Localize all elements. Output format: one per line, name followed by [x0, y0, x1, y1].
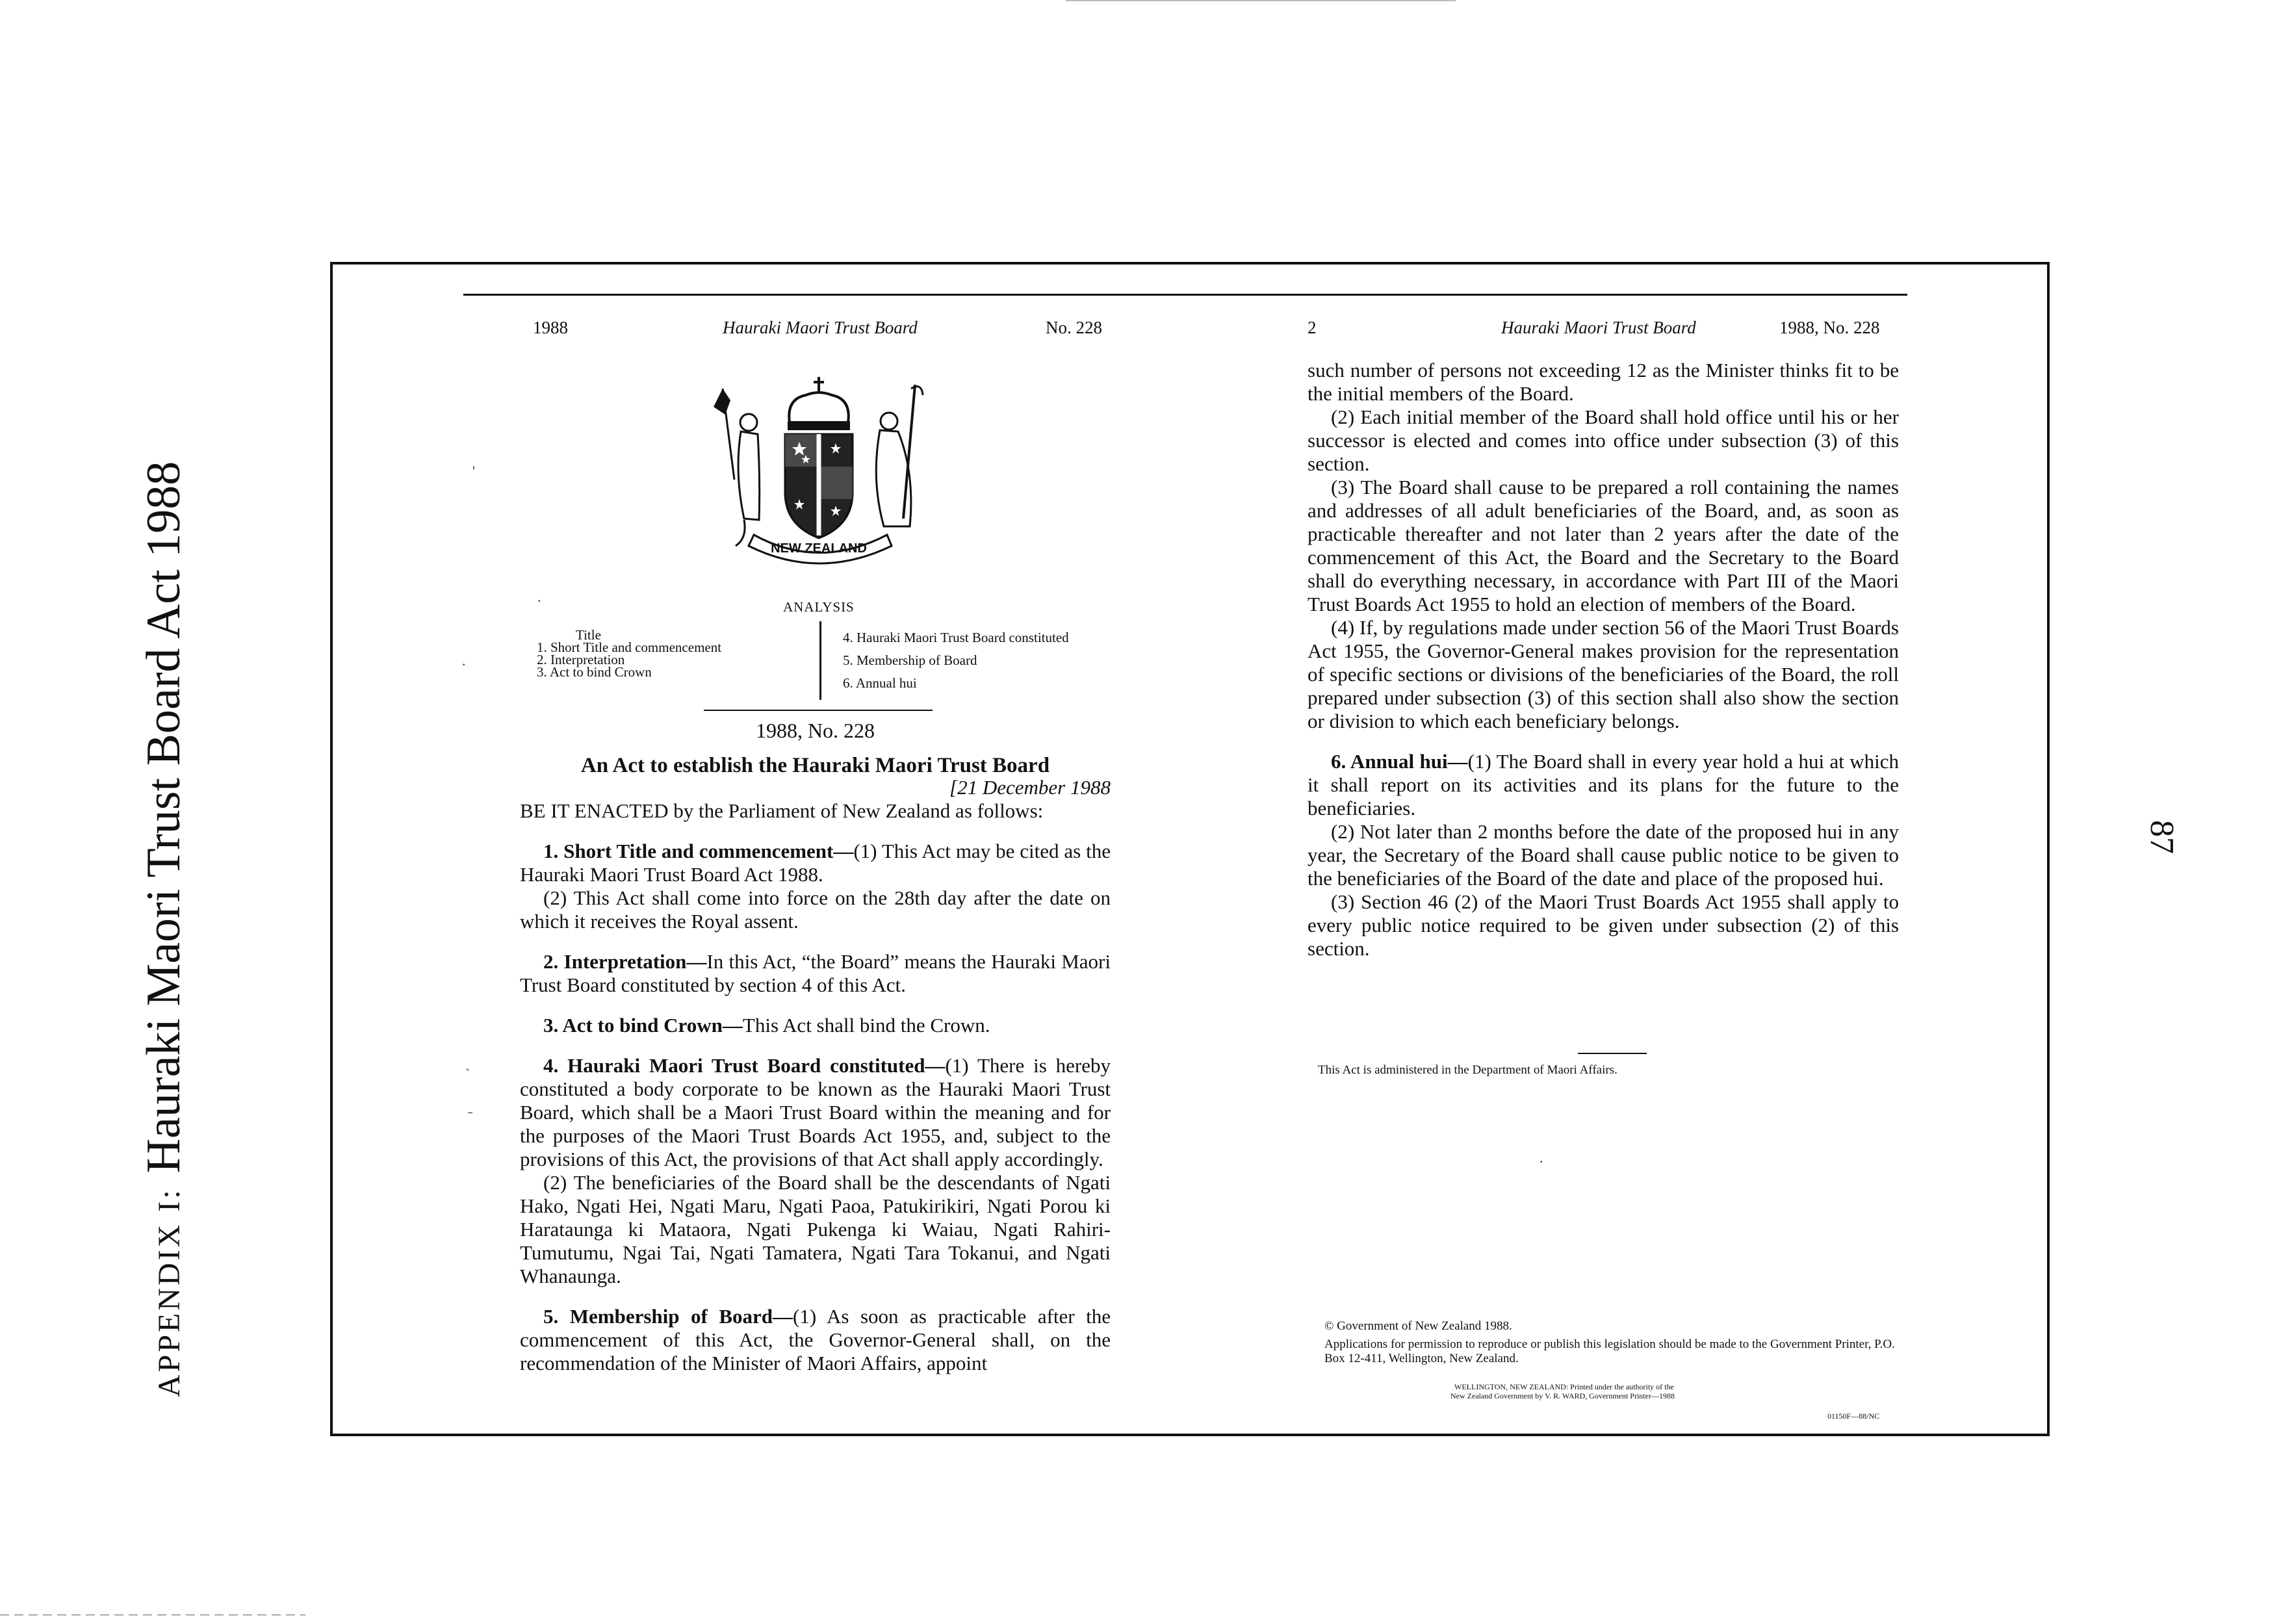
section-2 [520, 950, 1111, 997]
scan-line-top [1066, 0, 1456, 1]
analysis-item: 5. Membership of Board [843, 652, 977, 668]
right-header-number: 1988, No. 228 [1779, 318, 1880, 337]
section-5-3: (3) The Board shall cause to be prepared a roll containing the names and addresses of all adult beneficiaries of the Board, and, as soon as practicable thereafter and not later than 2 years after the date of the commencement of this Act, the Board and the Secretary to the Board shall do everything necessary, in accordance with Part III of the Maori Trust Boards Act 1955 to hold an election of members of the Board. [1308, 476, 1899, 615]
enacting-clause: BE IT ENACTED by the Parliament of New Zealand as follows: [520, 799, 1044, 822]
scan-mark: · [1539, 1154, 1544, 1170]
section-5-2: (2) Each initial member of the Board shall hold office until his or her successor is elected and comes into office under subsection (3) of this section. [1308, 406, 1899, 475]
top-rule [463, 294, 1907, 296]
section-3 [520, 1014, 1111, 1037]
analysis-item: 1. Short Title and commencement [537, 639, 722, 655]
coat-of-arms-icon [708, 376, 929, 567]
side-title [137, 461, 190, 1397]
left-header-title: Hauraki Maori Trust Board [723, 318, 918, 337]
section-1 [520, 840, 1111, 886]
scan-mark: ˋ [465, 1066, 470, 1082]
section-5-text: (1) As soon as practicable after the commencement of this Act, the Governor-General shall, on the recommendation of the Minister of Maori Affairs, appoint [520, 1305, 1111, 1374]
right-header-page: 2 [1308, 318, 1317, 337]
administered-note: This Act is administered in the Department of Maori Affairs. [1318, 1063, 1617, 1077]
section-5 [520, 1305, 1111, 1375]
right-column [1308, 359, 1899, 960]
section-6-heading: 6. Annual hui— [1331, 750, 1468, 773]
scan-mark: ' [472, 463, 475, 479]
section-5-4: (4) If, by regulations made under section 56 of the Maori Trust Boards Act 1955, the Governor-General makes provision for the representation of specific sections or divisions of the beneficiaries of the Board, the roll prepared under subsection (3) of this section shall also show the section or division to which each beneficiary belongs. [1308, 616, 1899, 732]
appendix-label: APPENDIX I: [152, 1187, 187, 1397]
section-4-text: (1) There is hereby constituted a body corporate to be known as the Hauraki Maori Trust Board, which shall be a Maori Trust Board within the meaning and for the purposes of the Maori Trust Boards Act 1955, and, subject to the provisions of this Act, the provisions of that Act shall apply accordingly. [520, 1054, 1111, 1170]
analysis-right-list [843, 626, 1069, 695]
section-6 [1308, 750, 1899, 820]
section-5-heading: 5. Membership of Board— [543, 1305, 793, 1328]
section-3-text: This Act shall bind the Crown. [742, 1014, 990, 1037]
scan-mark: · [537, 593, 542, 609]
analysis-item: 4. Hauraki Maori Trust Board constituted [843, 630, 1069, 645]
section-6-text: (1) The Board shall in every year hold a hui at which it shall report on its activities and its plans for the future to the beneficiaries. [1308, 750, 1899, 819]
act-number: 1988, No. 228 [755, 719, 875, 742]
section-4 [520, 1054, 1111, 1171]
copyright-notice: © Government of New Zealand 1988. [1324, 1319, 1512, 1333]
section-4-heading: 4. Hauraki Maori Trust Board constituted— [543, 1054, 946, 1077]
section-2-heading: 2. Interpretation— [543, 950, 707, 973]
scan-mark: ˍ [468, 1098, 473, 1115]
analysis-left-list [537, 629, 721, 678]
section-6-3: (3) Section 46 (2) of the Maori Trust Boards Act 1955 shall apply to every public notice required to be given under subsection (2) of this section. [1308, 890, 1899, 960]
long-title: An Act to establish the Hauraki Maori Trust Board [580, 754, 1050, 777]
analysis-item: 3. Act to bind Crown [537, 664, 652, 680]
analysis-item: 6. Annual hui [843, 675, 917, 691]
end-rule [1578, 1053, 1647, 1054]
imprint-line-2: New Zealand Government by V. R. WARD, Government Printer—1988 [1450, 1391, 1675, 1400]
section-4-2: (2) The beneficiaries of the Board shall be the descendants of Ngati Hako, Ngati Hei, Ngati Maru, Ngati Paoa, Patukirikiri, Ngati Porou ki Harataunga ki Mataora, Ngati Pukenga ki Waiau, Ngati Rahiri-Tumutumu, Ngai Tai, Ngati Tamatera, Ngati Tara Tokanui, and Ngati Whanaunga. [520, 1171, 1111, 1287]
left-header-number: No. 228 [1046, 318, 1102, 337]
section-1-heading: 1. Short Title and commencement— [543, 840, 854, 862]
crest-banner-text: NEW ZEALAND [771, 541, 867, 556]
analysis-heading: ANALYSIS [783, 599, 855, 615]
printer-code: 01150F—88/NC [1827, 1411, 1880, 1421]
scan-line-bottom [0, 1614, 305, 1616]
section-2-text: In this Act, “the Board” means the Hauraki Maori Trust Board constituted by section 4 of this Act. [520, 950, 1111, 996]
analysis-item: 2. Interpretation [537, 652, 625, 667]
act-title-vertical: Hauraki Maori Trust Board Act 1988 [137, 461, 190, 1174]
left-column [520, 719, 1111, 1375]
assent-date: [21 December 1988 [949, 776, 1111, 799]
imprint-line-1: WELLINGTON, NEW ZEALAND: Printed under the authority of the [1454, 1382, 1674, 1391]
left-header-year: 1988 [533, 318, 568, 337]
section-3-heading: 3. Act to bind Crown— [543, 1014, 743, 1037]
permission-notice: Applications for permission to reproduce or publish this legislation should be made to the Government Printer, P.O. Box 12-411, Wellington, New Zealand. [1324, 1337, 1895, 1365]
section-1-text: (1) This Act may be cited as the Hauraki Maori Trust Board Act 1988. [520, 840, 1111, 886]
analysis-rule [704, 710, 933, 711]
section-1-2: (2) This Act shall come into force on the 28th day after the date on which it receives the Royal assent. [520, 886, 1111, 933]
scan-mark: · [461, 656, 467, 673]
right-header-title: Hauraki Maori Trust Board [1501, 318, 1696, 337]
page-number: 87 [2143, 820, 2180, 854]
section-6-2: (2) Not later than 2 months before the date of the proposed hui in any year, the Secretary of the Board shall cause public notice to be given to the beneficiaries of the Board of the date and place of the proposed hui. [1308, 820, 1899, 890]
section-5-continued: such number of persons not exceeding 12 as the Minister thinks fit to be the initial members of the Board. [1308, 359, 1899, 405]
analysis-item: Title [576, 627, 601, 643]
analysis-divider [819, 621, 821, 700]
